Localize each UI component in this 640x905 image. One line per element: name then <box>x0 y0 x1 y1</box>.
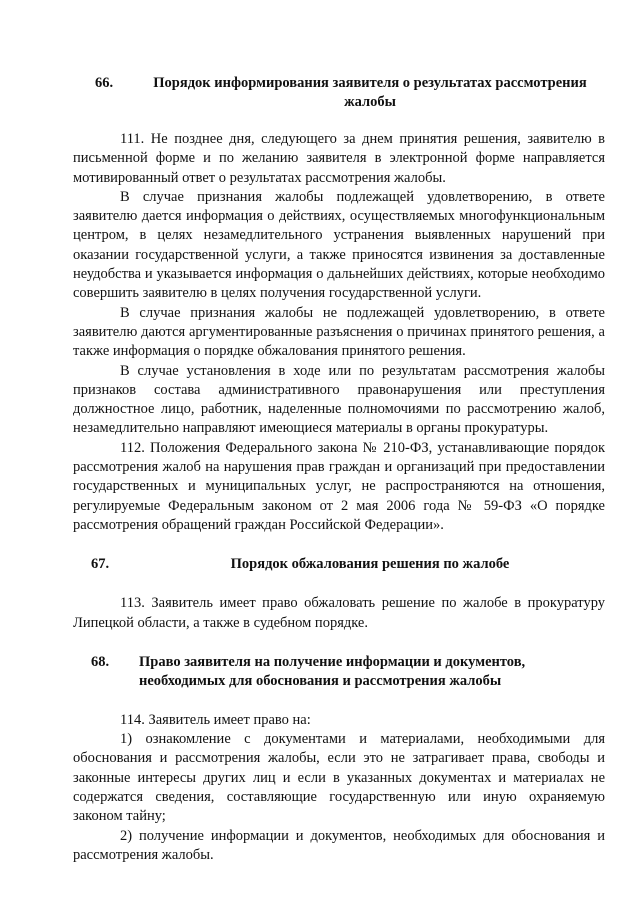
section-67-heading <box>73 555 605 574</box>
section-68-title <box>135 653 605 691</box>
document-content <box>73 74 605 865</box>
section-68-number: 68. <box>91 653 110 670</box>
paragraph-111-violation: В случае установления в ходе или по результатам рассмотрения жалобы признаков состава административного правонарушения или преступления должностное лицо, работник, наделенные полномочиями по рассмотрению жалоб, незамедлительно направляют имеющиеся материалы в органы прокуратуры. <box>73 362 605 437</box>
section-66-heading <box>73 74 605 112</box>
section-67-number: 67. <box>91 556 110 573</box>
section-68-title-line2: необходимых для обоснования и рассмотрения жалобы <box>139 672 502 689</box>
paragraph-114-item-2: 2) получение информации и документов, необходимых для обоснования и рассмотрения жалобы. <box>73 827 605 863</box>
paragraph-113: 113. Заявитель имеет право обжаловать решение по жалобе в прокуратуру Липецкой области, а также в судебном порядке. <box>73 595 605 631</box>
section-68-title-line1: Право заявителя на получение информации и документов, <box>139 653 526 670</box>
paragraph-111-rejected: В случае признания жалобы не подлежащей удовлетворению, в ответе заявителю даются аргументированные разъяснения о причинах принятого решения, а также информация о порядке обжалования принятого решения. <box>73 304 605 360</box>
section-68-heading <box>73 653 605 691</box>
section-66-title: Порядок информирования заявителя о результатах рассмотрения жалобы <box>153 75 587 110</box>
paragraph-111-approved: В случае признания жалобы подлежащей удовлетворению, в ответе заявителю дается информация о действиях, осуществляемых многофункциональным центром, в целях незамедлительного устранения выявленных нарушений при оказании государственной услуги, а также приносятся извинения за доставленные неудобства и указывается информация о дальнейших действиях, которые необходимо совершить заявителю в целях получения государственной услуги. <box>73 188 605 302</box>
paragraph-111: 111. Не позднее дня, следующего за днем принятия решения, заявителю в письменной форме и по желанию заявителя в электронной форме направляется мотивированный ответ о результатах рассмотрения жалобы. <box>73 131 605 186</box>
paragraph-114-item-1: 1) ознакомление с документами и материалами, необходимыми для обоснования и рассмотрения жалобы, если это не затрагивает права, свободы и законные интересы других лиц и если в указанных документах и материалах не содержатся сведения, составляющие государственную или иную охраняемую законом тайну; <box>73 731 605 825</box>
section-67-title: Порядок обжалования решения по жалобе <box>230 556 510 573</box>
paragraph-112: 112. Положения Федерального закона № 210-ФЗ, устанавливающие порядок рассмотрения жалоб на нарушения прав граждан и организаций при предоставлении государственных и муниципальных услуг, не распространяются на отношения, регулируемые Федеральным законом от 2 мая 2006 года № 59-ФЗ «О порядке рассмотрения обращений граждан Российской Федерации». <box>73 439 605 533</box>
paragraph-114: 114. Заявитель имеет право на: <box>120 711 311 728</box>
section-66-number: 66. <box>95 75 114 91</box>
